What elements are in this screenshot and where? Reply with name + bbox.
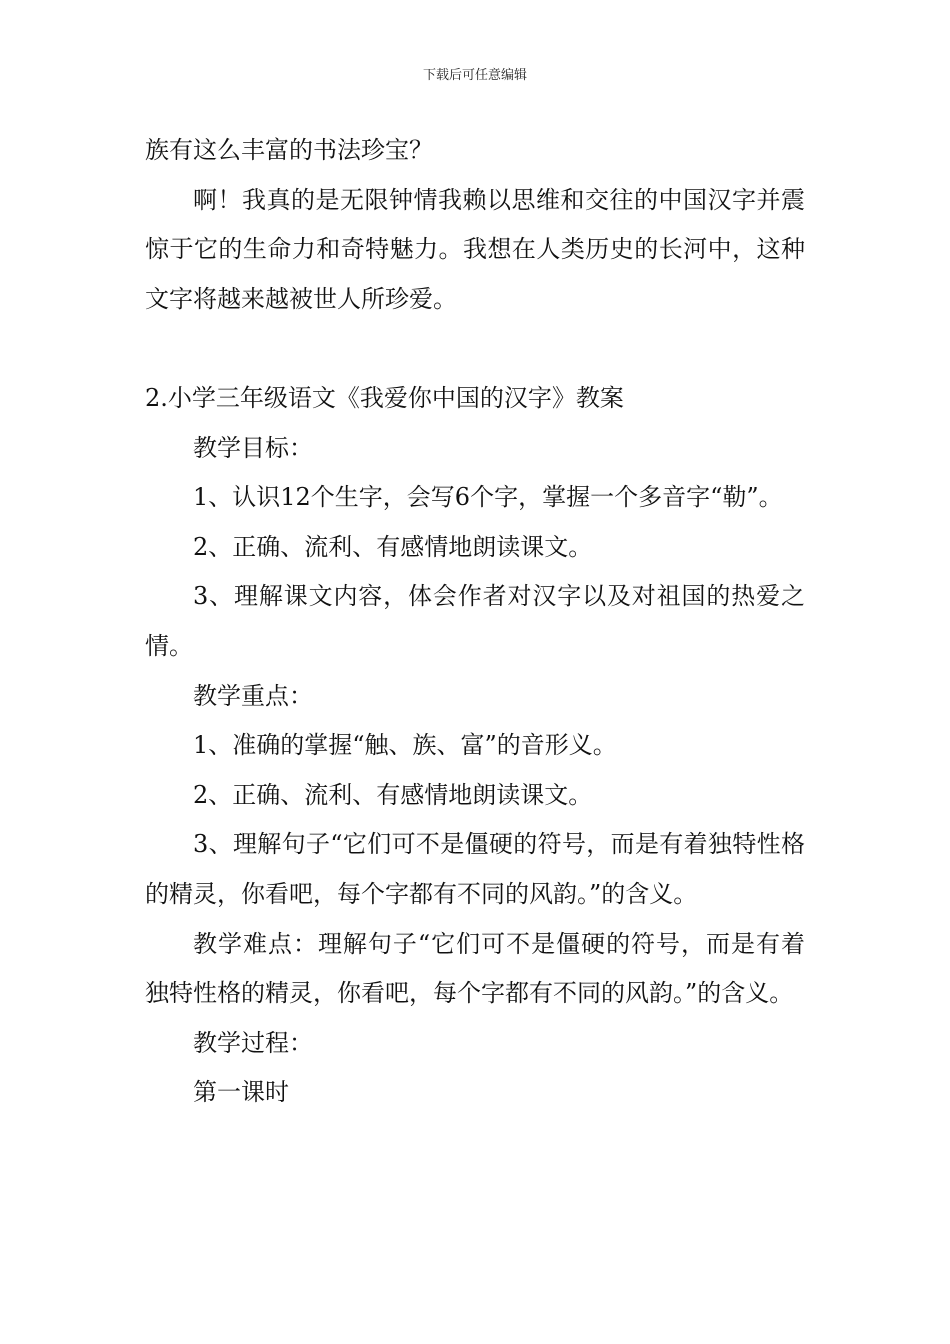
- key-point-1: 1、准确的掌握“触、族、富”的音形义。: [193, 731, 617, 760]
- heading-key-points: 教学重点：: [193, 681, 313, 710]
- page-header: 下载后可任意编辑: [422, 68, 527, 83]
- paragraph-gap: [145, 324, 805, 374]
- objective-2: 2、正确、流利、有感情地朗读课文。: [193, 532, 593, 561]
- paragraph-1: 族有这么丰富的书法珍宝？: [145, 136, 433, 164]
- first-lesson: 第一课时: [193, 1078, 289, 1107]
- document-body: [145, 126, 805, 1118]
- key-point-3: 3、理解句子“它们可不是僵硬的符号，而是有着独特性格的精灵，你看吧，每个字都有不同的风韵。”的含义。: [145, 830, 805, 908]
- objective-1: 1、认识12个生字，会写6个字，掌握一个多音字“勒”。: [193, 483, 783, 512]
- key-point-2: 2、正确、流利、有感情地朗读课文。: [193, 780, 593, 809]
- heading-objectives: 教学目标：: [193, 433, 313, 462]
- difficulty: 教学难点：理解句子“它们可不是僵硬的符号，而是有着独特性格的精灵，你看吧，每个字都有不同的风韵。”的含义。: [145, 929, 805, 1008]
- heading-process: 教学过程：: [193, 1028, 313, 1057]
- objective-3: 3、理解课文内容，体会作者对汉字以及对祖国的热爱之情。: [145, 582, 805, 660]
- paragraph-2: 啊！我真的是无限钟情我赖以思维和交往的中国汉字并震惊于它的生命力和奇特魅力。我想在人类历史的长河中，这种文字将越来越被世人所珍爱。: [145, 185, 805, 313]
- section-title: 2.小学三年级语文《我爱你中国的汉字》教案: [145, 383, 624, 412]
